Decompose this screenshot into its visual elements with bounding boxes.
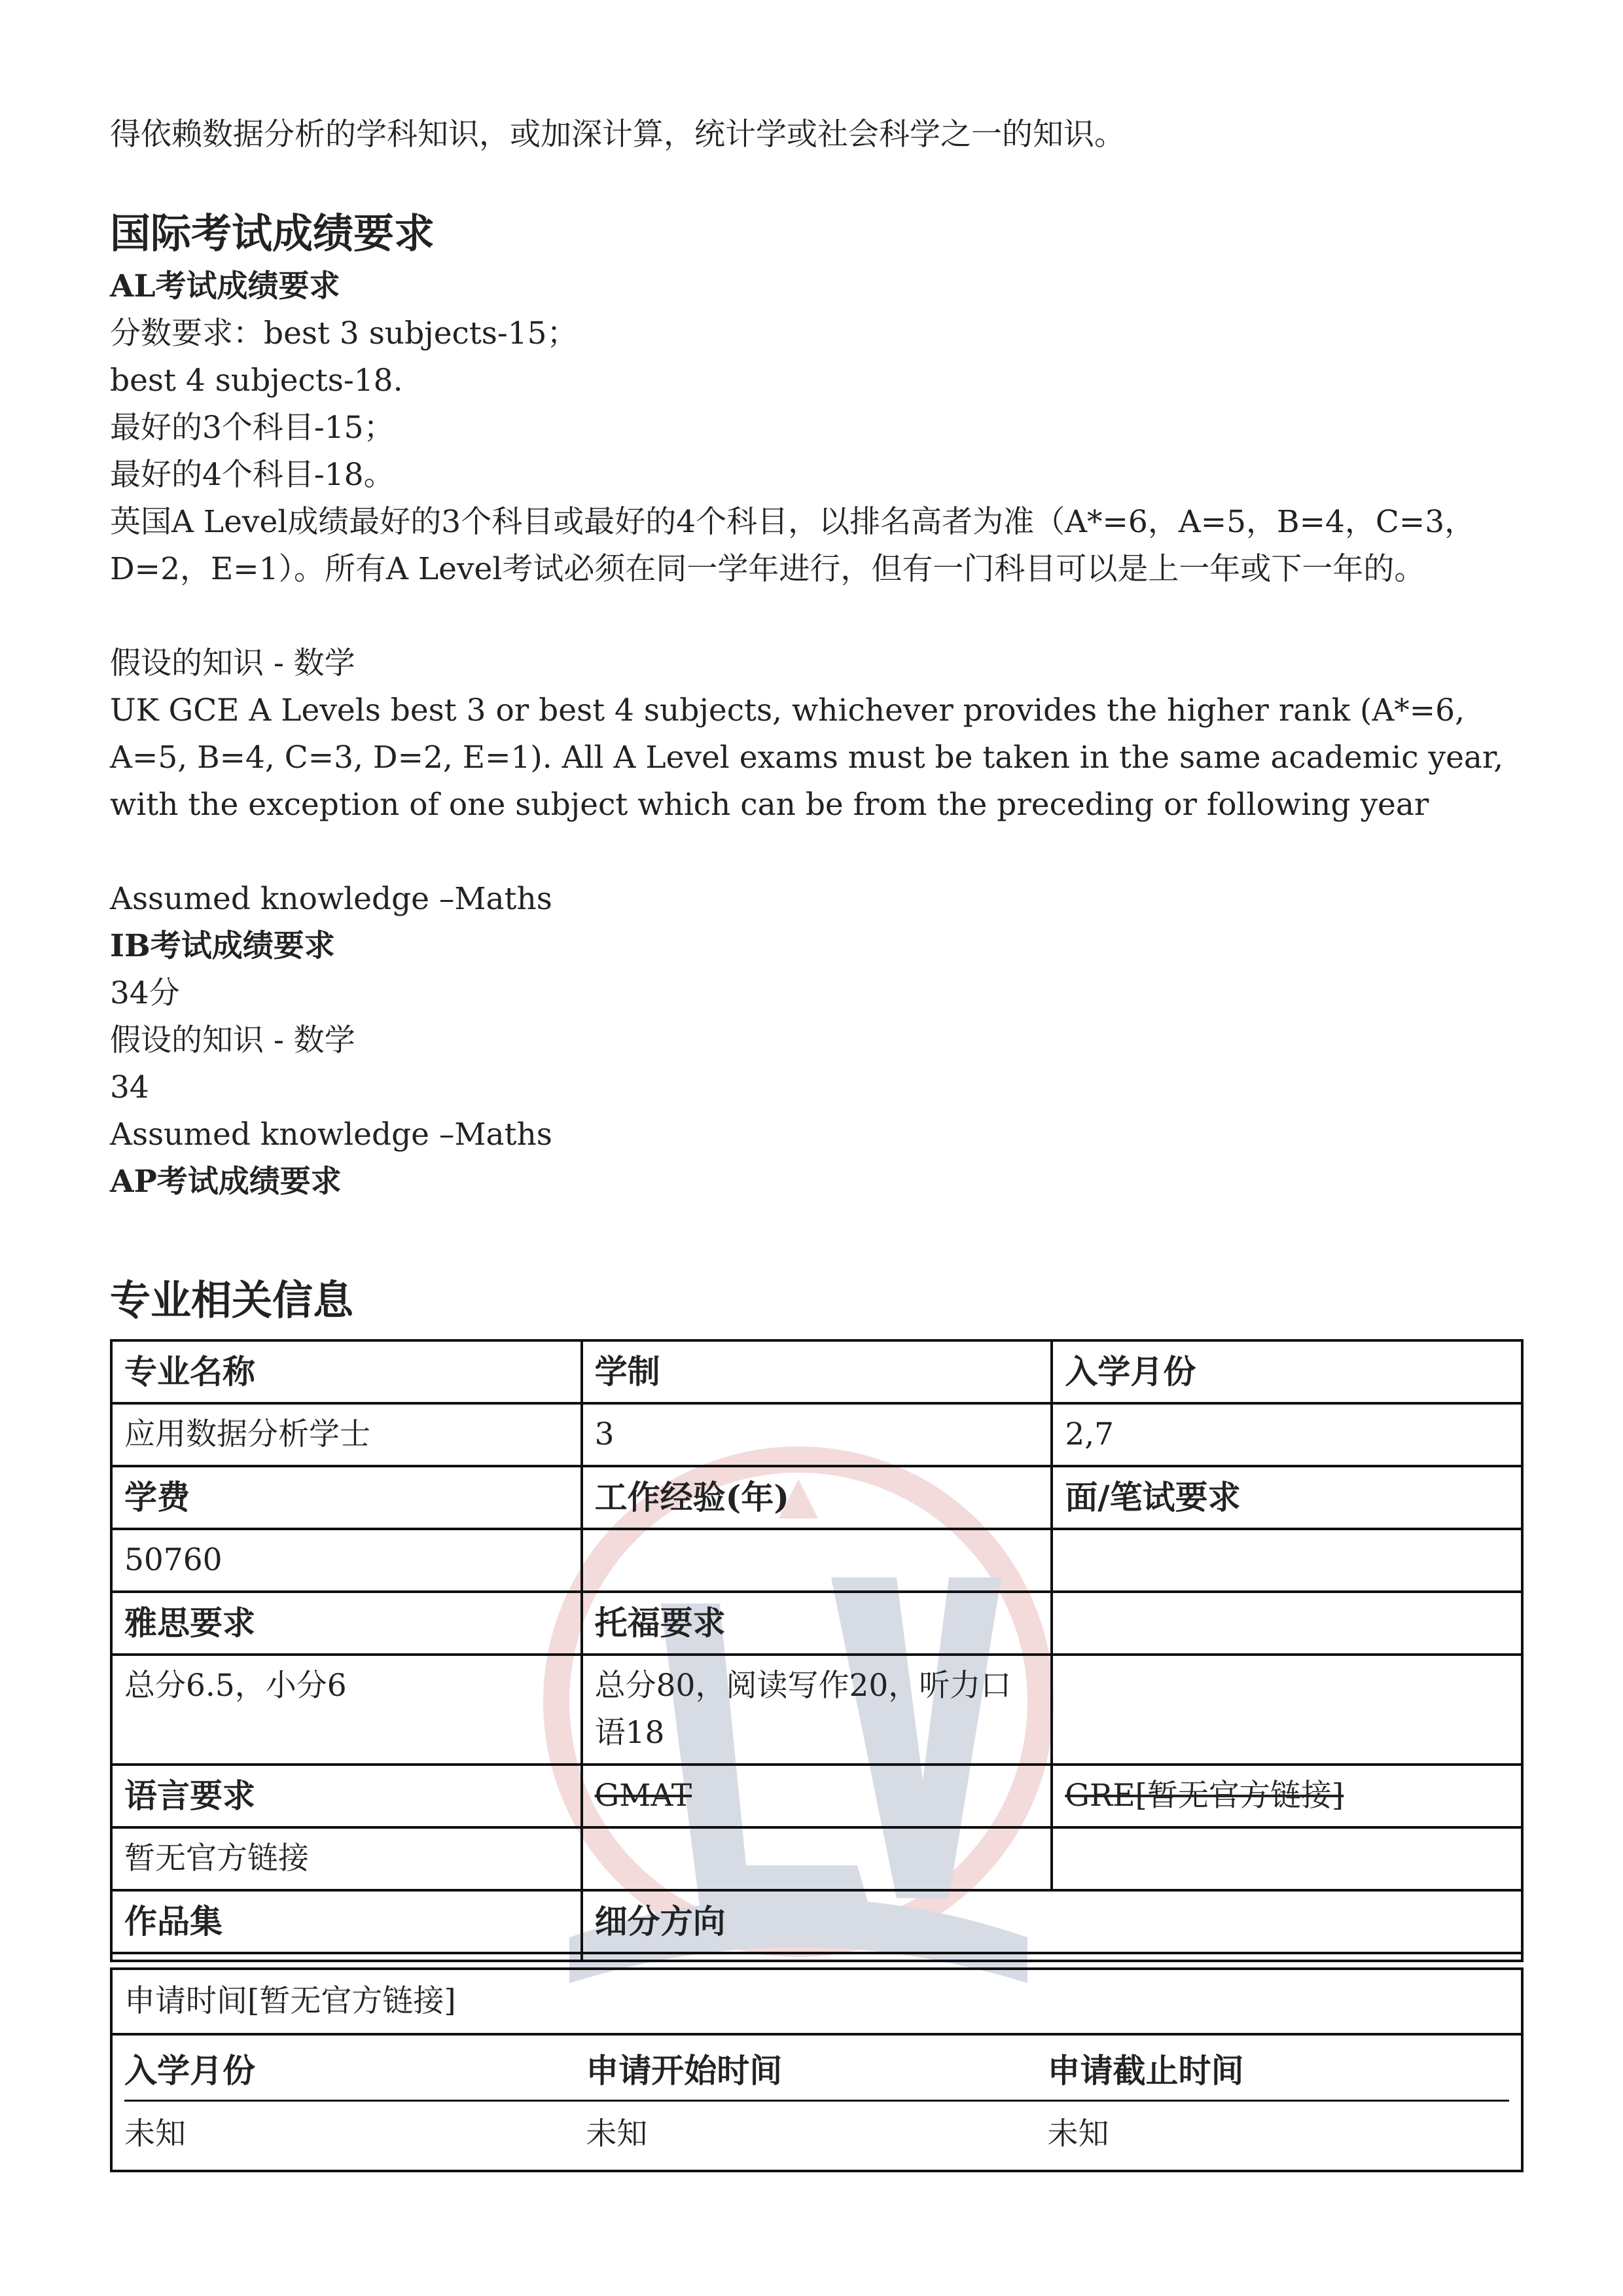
- table-cell: 总分80，阅读写作20，听力口语18: [582, 1655, 1052, 1765]
- table-header-cell: [1052, 1592, 1522, 1655]
- al-line: 最好的3个科目-15；: [110, 410, 395, 446]
- table-row: [111, 1765, 1522, 1827]
- table-header-cell: 工作经验(年): [582, 1466, 1052, 1529]
- al-assumed-en: Assumed knowledge –Maths: [110, 881, 552, 917]
- ib-line: 34: [110, 1069, 149, 1105]
- ib-line: 34分: [110, 975, 180, 1011]
- table-header-cell: 语言要求: [111, 1765, 582, 1827]
- al-en-line: with the exception of one subject which can be from the preceding or following year: [110, 787, 1429, 823]
- apply-time-grid: [124, 2036, 1509, 2158]
- apply-time-title: 申请时间[暂无官方链接]: [113, 1970, 1521, 2036]
- ib-line: 假设的知识 - 数学: [110, 1022, 355, 1058]
- table-row: [111, 1340, 1522, 1403]
- apply-header: 申请开始时间: [586, 2036, 1047, 2102]
- program-info-table: [110, 1339, 1524, 1962]
- al-line: 分数要求：best 3 subjects-15；: [110, 315, 578, 351]
- table-cell: [1052, 1827, 1522, 1890]
- table-header-cell: 学制: [582, 1340, 1052, 1403]
- table-header-cell: 入学月份: [1052, 1340, 1522, 1403]
- table-cell-struck: GRE[暂无官方链接]: [1052, 1765, 1522, 1827]
- table-cell: [1052, 1529, 1522, 1592]
- al-line: 英国A Level成绩最好的3个科目或最好的4个科目，以排名高者为准（A*=6，A=5，B=4，C=3，: [110, 504, 1476, 540]
- table-cell: [582, 1827, 1052, 1890]
- table-header-cell: 面/笔试要求: [1052, 1466, 1522, 1529]
- table-row: [111, 1592, 1522, 1655]
- table-row: [111, 1529, 1522, 1592]
- table-cell: 3: [582, 1403, 1052, 1466]
- al-line: D=2，E=1）。所有A Level考试必须在同一学年进行，但有一门科目可以是上一年或下一年的。: [110, 551, 1425, 587]
- table-cell: 总分6.5，小分6: [111, 1655, 582, 1765]
- table-cell: 应用数据分析学士: [111, 1403, 582, 1466]
- al-line: 最好的4个科目-18。: [110, 457, 395, 493]
- apply-value: 未知: [1047, 2116, 1109, 2152]
- apply-time-box: [110, 1967, 1524, 2172]
- table-cell-struck: GMAT: [582, 1765, 1052, 1827]
- table-cell: [582, 1953, 1522, 1961]
- table-cell: 50760: [111, 1529, 582, 1592]
- apply-header: 入学月份: [124, 2036, 586, 2102]
- table-row: [111, 1655, 1522, 1765]
- table-header-cell: 学费: [111, 1466, 582, 1529]
- table-row: [111, 1890, 1522, 1953]
- ib-line: Assumed knowledge –Maths: [110, 1117, 552, 1153]
- table-cell: 暂无官方链接: [111, 1827, 582, 1890]
- table-header-cell: 作品集: [111, 1890, 582, 1953]
- table-header-cell: 细分方向: [582, 1890, 1522, 1953]
- table-row: [111, 1827, 1522, 1890]
- intro-text: 得依赖数据分析的学科知识，或加深计算，统计学或社会科学之一的知识。: [110, 117, 1125, 152]
- ap-title: AP考试成绩要求: [110, 1164, 342, 1200]
- al-en-line: UK GCE A Levels best 3 or best 4 subjects, whichever provides the higher rank (A*=6,: [110, 692, 1465, 728]
- exam-section-title: 国际考试成绩要求: [110, 209, 435, 257]
- program-section-title: 专业相关信息: [110, 1276, 354, 1324]
- al-en-line: A=5, B=4, C=3, D=2, E=1). All A Level exams must be taken in the same academic year,: [110, 740, 1504, 776]
- ib-title: IB考试成绩要求: [110, 928, 335, 964]
- table-header-cell: 托福要求: [582, 1592, 1052, 1655]
- table-cell: [1052, 1655, 1522, 1765]
- apply-value: 未知: [124, 2116, 186, 2152]
- table-cell: [582, 1529, 1052, 1592]
- table-cell: 2,7: [1052, 1403, 1522, 1466]
- table-header-cell: 雅思要求: [111, 1592, 582, 1655]
- al-assumed-cn: 假设的知识 - 数学: [110, 645, 355, 681]
- table-row: [111, 1466, 1522, 1529]
- apply-header: 申请截止时间: [1048, 2036, 1509, 2102]
- table-row: [111, 1403, 1522, 1466]
- al-line: best 4 subjects-18.: [110, 363, 403, 399]
- table-row: [111, 1953, 1522, 1961]
- table-header-cell: 专业名称: [111, 1340, 582, 1403]
- apply-value: 未知: [586, 2116, 648, 2152]
- table-cell: [111, 1953, 582, 1961]
- al-title: AL考试成绩要求: [110, 268, 340, 304]
